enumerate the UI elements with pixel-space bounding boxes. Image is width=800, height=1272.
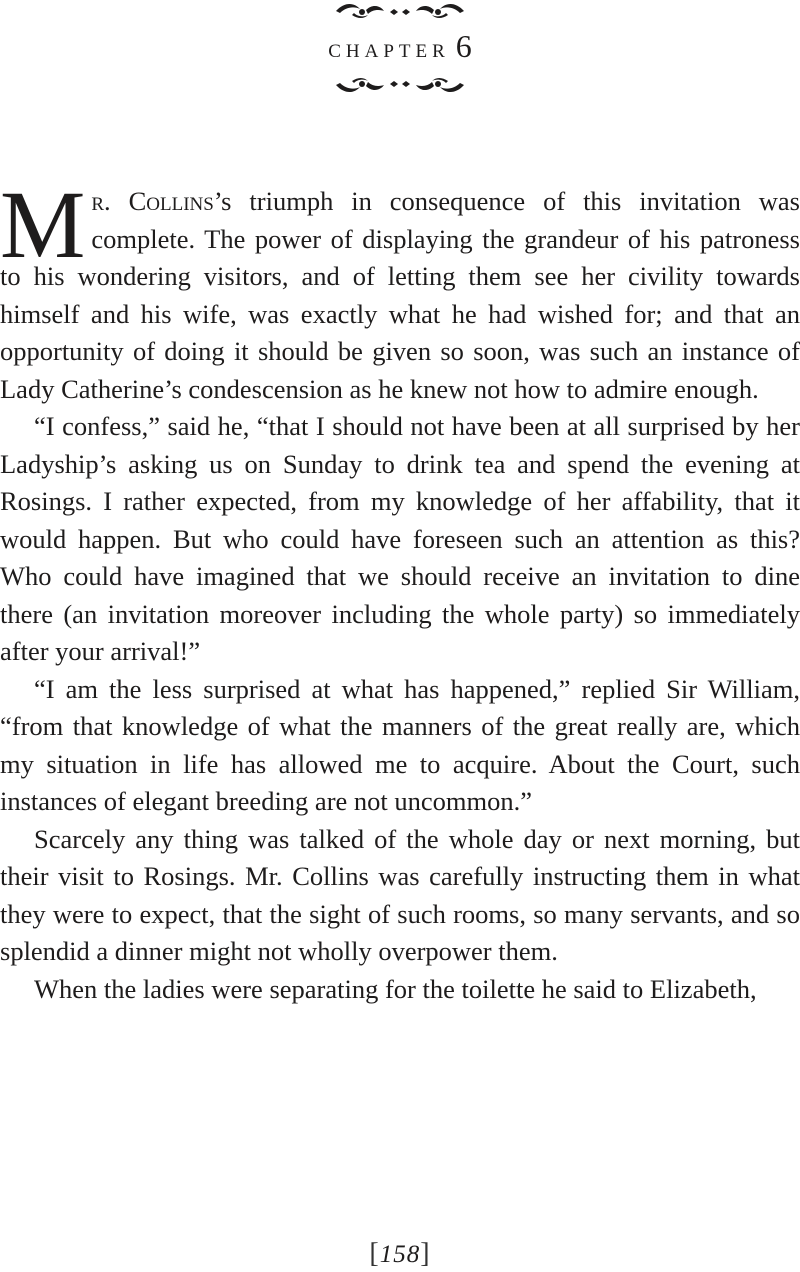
chapter-heading: [0, 28, 800, 65]
chapter-label: chapter: [328, 33, 450, 63]
paragraph-4: Scarcely any thing was talked of the whole day or next morning, but their visit to Rosings. Mr. Collins was carefully instructing them in what they were to expect, that the sight of such rooms, so many servants, and so splendid a dinner might not wholly overpower them.: [0, 823, 800, 966]
page-number: [0, 1238, 800, 1270]
drop-cap: M: [0, 171, 86, 278]
paragraph-2: “I confess,” said he, “that I should not have been at all surprised by her Ladyship’s asking us on Sunday to drink tea and spend the evening at Rosings. I rather expected, from my knowledge of her affability, that it would happen. But who could have foreseen such an attention as this? Who could have imagined that we should receive an invitation to dine there (an invitation moreover including the whole party) so immediately after your arrival!”: [0, 411, 800, 666]
page-number-value: 158: [379, 1241, 421, 1268]
page-bracket-right: ]: [420, 1238, 431, 1269]
bottom-ornament-icon: [0, 74, 800, 96]
top-ornament-icon: [0, 0, 800, 22]
lead-small-caps: r. Collins: [91, 186, 214, 216]
chapter-body: [0, 171, 800, 1008]
page-bracket-left: [: [369, 1238, 380, 1269]
paragraph-3: “I am the less surprised at what has happened,” replied Sir William, “from that knowledge of what the manners of the great really are, which my situation in life has allowed me to acquire. About the Court, such instances of elegant breeding are not uncommon.”: [0, 673, 800, 816]
paragraph-1-text: ’s triumph in consequence of this invitation was complete. The power of displaying the grandeur of his patroness to his wondering visitors, and of letting them see her civility towards himself and his wife, was exactly what he had wished for; and that an opportunity of doing it should be given so soon, was such an instance of Lady Catherine’s condescension as he knew not how to admire enough.: [0, 186, 800, 404]
paragraph-1: [0, 171, 800, 408]
paragraph-5: When the ladies were separating for the toilette he said to Elizabeth,: [34, 973, 757, 1004]
chapter-number: 6: [455, 28, 472, 64]
